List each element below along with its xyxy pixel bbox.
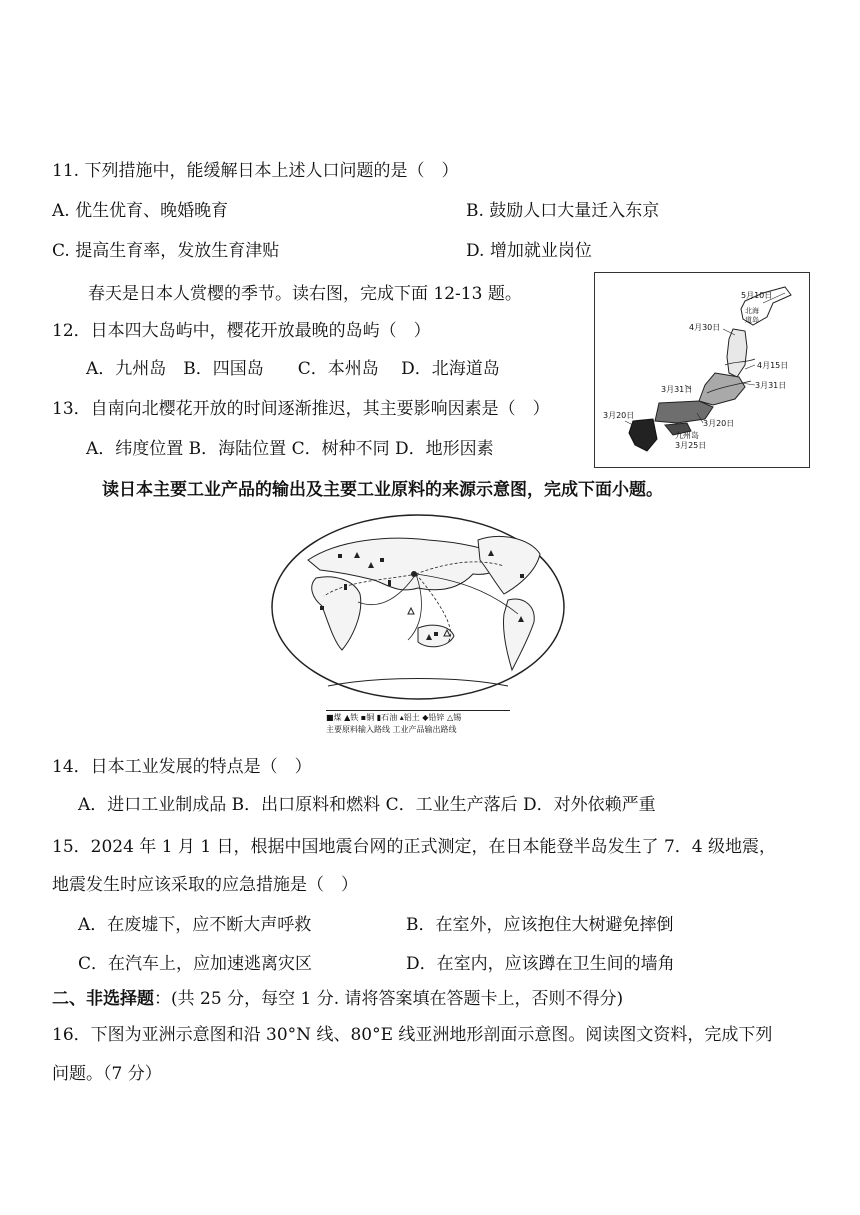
- q12-options: A．九州岛 B．四国岛 C．本州岛 D．北海道岛: [86, 359, 500, 379]
- intro-12-13: 春天是日本人赏樱的季节。读右图，完成下面 12-13 题。: [88, 284, 522, 304]
- q16-line-1: 16．下图为亚洲示意图和沿 30°N 线、80°E 线亚洲地形剖面示意图。阅读图文资料，完成下列: [52, 1025, 773, 1045]
- japan-label-hokkaido: 北海道岛: [745, 307, 759, 324]
- world-map-graphic: [268, 510, 568, 710]
- intro-14: 读日本主要工业产品的输出及主要工业原料的来源示意图，完成下面小题。: [102, 480, 663, 500]
- japan-label-mar20-west: 3月20日: [603, 411, 635, 420]
- q11-option-d: D. 增加就业岗位: [466, 241, 592, 261]
- section2-heading: [52, 988, 623, 1010]
- section2-title: 二、非选择题: [52, 989, 154, 1009]
- japan-label-mar25: 3月25日: [675, 441, 707, 450]
- japan-label-kyushu: 九州岛: [675, 431, 699, 440]
- q11-stem: 11. 下列措施中，能缓解日本上述人口问题的是（ ）: [52, 161, 459, 181]
- world-map-legend-rule: [326, 710, 510, 711]
- q15-stem-2: 地震发生时应该采取的应急措施是（ ）: [52, 875, 358, 895]
- q15-option-b: B．在室外，应该抱住大树避免摔倒: [406, 915, 674, 935]
- q14-options: A．进口工业制成品 B．出口原料和燃料 C．工业生产落后 D．对外依赖严重: [78, 795, 656, 815]
- q12-stem: 12．日本四大岛屿中，樱花开放最晚的岛屿（ ）: [52, 321, 431, 341]
- section2-note: ：(共 25 分，每空 1 分. 请将答案填在答题卡上，否则不得分): [154, 989, 624, 1009]
- q15-stem-1: 15．2024 年 1 月 1 日，根据中国地震台网的正式测定，在日本能登半岛发生了 7．4 级地震，: [52, 837, 776, 857]
- japan-cherry-map: [594, 272, 810, 468]
- q11-option-b: B. 鼓励人口大量迁入东京: [466, 201, 660, 221]
- japan-label-mar31-east: 3月31日: [755, 381, 787, 390]
- japan-map-graphic: [595, 273, 809, 467]
- world-map-legend-items: ■煤 ▲铁 ▪铜 ▮石油 ▴铝土 ◆铅锌 △锡: [326, 713, 462, 722]
- japan-label-apr15: 4月15日: [757, 361, 789, 370]
- japan-label-may10: 5月10日: [741, 291, 773, 300]
- q15-option-a: A．在废墟下，应不断大声呼救: [78, 915, 312, 935]
- japan-label-mar20-east: 3月20日: [703, 419, 735, 428]
- q16-line-2: 问题。（7 分）: [52, 1064, 162, 1084]
- japan-label-apr30: 4月30日: [689, 323, 721, 332]
- q13-stem: 13．自南向北樱花开放的时间逐渐推迟，其主要影响因素是（ ）: [52, 399, 550, 419]
- japan-label-mar31-west: 3月31日: [661, 385, 693, 394]
- q13-options: A．纬度位置 B．海陆位置 C．树种不同 D．地形因素: [86, 439, 494, 459]
- world-trade-map: [268, 510, 568, 738]
- q11-option-a: A. 优生优育、晚婚晚育: [52, 201, 229, 221]
- world-map-legend-routes: 主要原料输入路线 工业产品输出路线: [326, 725, 457, 734]
- q11-option-c: C. 提高生育率，发放生育津贴: [52, 241, 280, 261]
- q14-stem: 14．日本工业发展的特点是（ ）: [52, 757, 312, 777]
- q15-option-c: C．在汽车上，应加速逃离灾区: [78, 954, 313, 974]
- q15-option-d: D．在室内，应该蹲在卫生间的墙角: [406, 954, 675, 974]
